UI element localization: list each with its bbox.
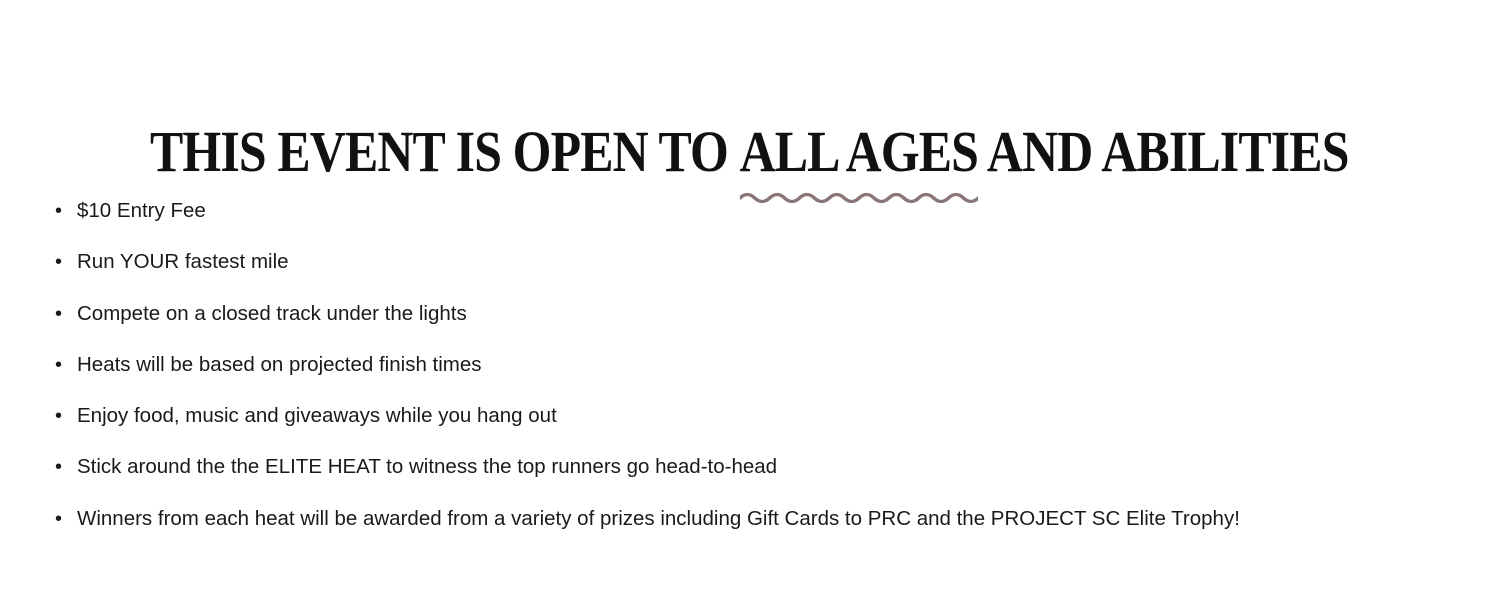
list-item (55, 296, 1240, 347)
bullet-icon: • (55, 456, 63, 479)
bullet-icon: • (55, 507, 63, 530)
list-item (55, 501, 1240, 552)
list-item-text: Heats will be based on projected finish times (77, 352, 482, 376)
list-item-text: Run YOUR fastest mile (77, 250, 289, 274)
bullet-icon: • (55, 405, 63, 428)
list-item-text: Stick around the the ELITE HEAT to witness the top runners go head-to-head (77, 455, 778, 479)
feature-list (55, 193, 1240, 552)
bullet-icon: • (55, 251, 63, 274)
bullet-icon: • (55, 353, 63, 376)
bullet-icon: • (55, 200, 63, 222)
title-highlight-text: ALL AGES (739, 118, 979, 184)
title-highlight (740, 117, 978, 187)
bullet-icon: • (55, 302, 63, 325)
page-title (104, 117, 1394, 187)
list-item (55, 193, 1240, 244)
title-prefix: THIS EVENT IS OPEN TO (149, 118, 740, 184)
title-suffix: AND ABILITIES (978, 118, 1349, 184)
list-item-text: Enjoy food, music and giveaways while you hang out (77, 404, 557, 428)
list-item (55, 244, 1240, 295)
list-item-text: $10 Entry Fee (77, 199, 206, 222)
list-item-text: Compete on a closed track under the lights (77, 301, 467, 325)
list-item (55, 347, 1240, 398)
list-item (55, 449, 1240, 500)
list-item (55, 398, 1240, 449)
list-item-text: Winners from each heat will be awarded from a variety of prizes including Gift Cards to PRC and the PROJECT SC Elite Trophy! (77, 506, 1240, 530)
